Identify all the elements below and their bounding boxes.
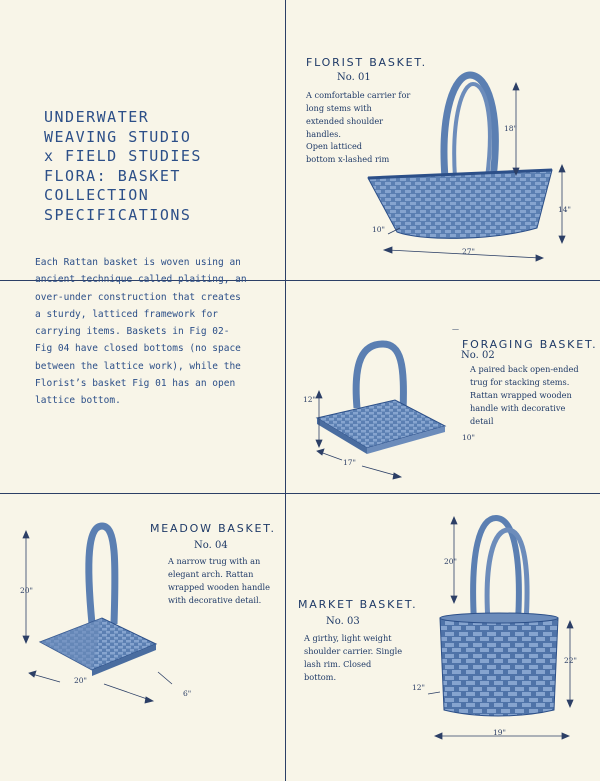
title-line: WEAVING STUDIO (44, 127, 192, 146)
market-handle-dimension: 20" (444, 557, 457, 566)
meadow-height-dimension: 20" (20, 586, 33, 595)
foraging-width-dimension: 17" (343, 458, 356, 467)
title-line: x FIELD STUDIES (44, 147, 202, 165)
title-line: SPECIFICATIONS (44, 205, 192, 224)
market-height-dimension: 22" (564, 656, 577, 665)
foraging-height-dimension: 12" (303, 395, 316, 404)
market-width-dimension: 19" (493, 728, 506, 737)
title-line: COLLECTION (44, 186, 150, 204)
intro-paragraph: Each Rattan basket is woven using an ancient technique called plaiting, an over-under construction that creates a sturdy, latticed framework for carrying items. Baskets in Fig 02- Fig 04 have closed bottoms (no space between the lattice work), while the Florist’s basket Fig 01 has an open lattice bottom. (35, 257, 247, 407)
florist-basket-description: A comfortable carrier for long stems with extended shoulder handles. (306, 90, 411, 139)
foraging-basket-description: A paired back open-ended trug for stacking stems. Rattan wrapped wooden handle with decorative detail (470, 364, 579, 426)
meadow-basket-number: No. 04 (194, 540, 228, 551)
florist-basket-number: No. 01 (337, 72, 371, 83)
foraging-depth-dimension: 10" (462, 433, 475, 442)
meadow-depth-dimension: 6" (183, 689, 192, 698)
market-basket-name: MARKET BASKET. (298, 598, 418, 611)
small-mark: — (452, 325, 459, 333)
meadow-basket-description: A narrow trug with an elegant arch. Rattan wrapped wooden handle with decorative detail. (168, 556, 270, 605)
meadow-width-dimension: 20" (74, 676, 87, 685)
meadow-basket-name: MEADOW BASKET. (150, 522, 276, 535)
market-basket-description: A girthy, light weight shoulder carrier. Single lash rim. Closed bottom. (304, 633, 403, 682)
florist-basket-name: FLORIST BASKET. (306, 56, 427, 69)
florist-handle-dimension: 18" (504, 124, 517, 133)
title-line: FLORA: BASKET (44, 166, 181, 185)
florist-depth-dimension: 10" (372, 225, 385, 234)
title-line: UNDERWATER (44, 108, 150, 126)
foraging-basket-number: No. 02 (461, 350, 495, 361)
foraging-basket-name: FORAGING BASKET. (462, 338, 598, 351)
florist-height-dimension: 14" (558, 205, 571, 214)
market-depth-dimension: 12" (412, 683, 425, 692)
florist-width-dimension: 27" (462, 247, 475, 256)
market-basket-number: No. 03 (326, 616, 360, 627)
florist-basket-note: Open latticed bottom x-lashed rim (306, 141, 390, 164)
